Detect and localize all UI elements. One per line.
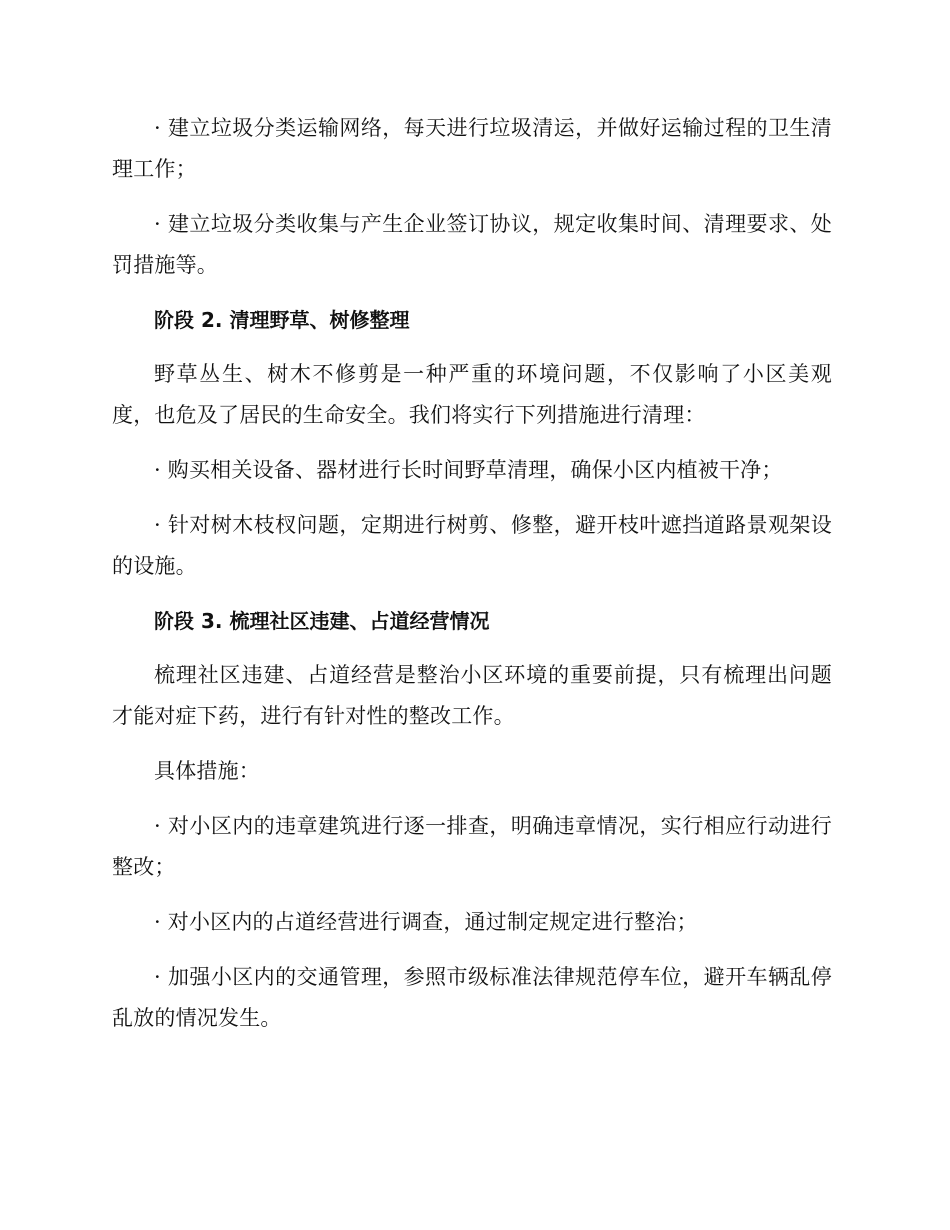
body-paragraph: 梳理社区违建、占道经营是整治小区环境的重要前提，只有梳理出问题才能对症下药，进行有针对性的整改工作。 xyxy=(112,663,832,728)
bullet-item: · 加强小区内的交通管理，参照市级标准法律规范停车位，避开车辆乱停乱放的情况发生。 xyxy=(112,965,832,1030)
document-body xyxy=(112,108,832,1053)
bullet-item: · 建立垃圾分类运输网络，每天进行垃圾清运，并做好运输过程的卫生清理工作； xyxy=(112,116,832,181)
bullet-item: · 针对树木枝杈问题，定期进行树剪、修整，避开枝叶遮挡道路景观架设的设施。 xyxy=(112,513,832,578)
section-heading: 阶段 2. 清理野草、树修整理 xyxy=(154,308,410,332)
body-paragraph: 野草丛生、树木不修剪是一种严重的环境问题，不仅影响了小区美观度，也危及了居民的生命安全。我们将实行下列措施进行清理： xyxy=(112,362,832,427)
section-heading: 阶段 3. 梳理社区违建、占道经营情况 xyxy=(154,609,490,633)
bullet-item: · 建立垃圾分类收集与产生企业签订协议，规定收集时间、清理要求、处罚措施等。 xyxy=(112,212,832,277)
bullet-item: · 对小区内的违章建筑进行逐一排查，明确违章情况，实行相应行动进行整改； xyxy=(112,814,832,879)
bullet-item: · 对小区内的占道经营进行调查，通过制定规定进行整治； xyxy=(154,910,698,934)
bullet-item: · 购买相关设备、器材进行长时间野草清理，确保小区内植被干净； xyxy=(154,458,783,482)
body-paragraph: 具体措施： xyxy=(154,759,260,783)
